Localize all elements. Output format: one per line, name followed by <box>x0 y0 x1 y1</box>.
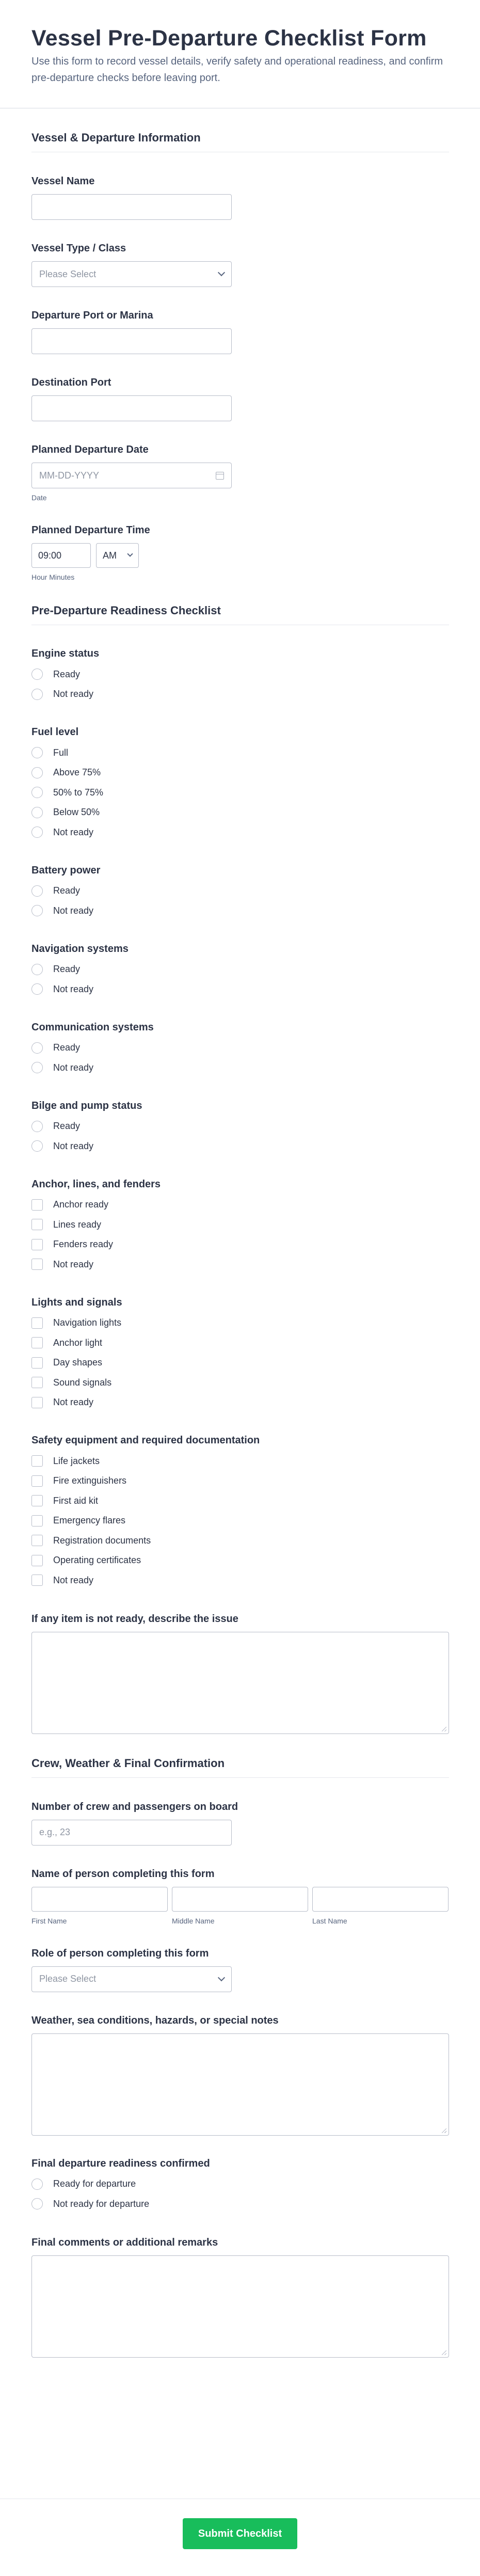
checkbox[interactable] <box>31 1535 43 1546</box>
vessel-type-label: Vessel Type / Class <box>31 243 126 254</box>
ampm-value: AM <box>103 550 117 561</box>
option-label: Ready <box>53 1042 81 1053</box>
crew-count-label: Number of crew and passengers on board <box>31 1801 238 1812</box>
checkbox[interactable] <box>31 1515 43 1526</box>
issue-description-textarea[interactable] <box>31 1632 449 1734</box>
option-label: Operating certificates <box>53 1555 141 1566</box>
destination-port-label: Destination Port <box>31 377 111 388</box>
radio-option[interactable] <box>31 803 449 823</box>
checkbox-option[interactable] <box>31 1531 449 1551</box>
fuel-level-field <box>31 704 449 842</box>
weather-notes-label: Weather, sea conditions, hazards, or special notes <box>31 2014 279 2026</box>
radio-option[interactable] <box>31 1058 449 1078</box>
checkbox-option[interactable] <box>31 1333 449 1353</box>
final-readiness-field <box>31 2136 449 2214</box>
fuel-level-label: Fuel level <box>31 726 79 738</box>
form-footer <box>0 2499 480 2576</box>
departure-time-field <box>31 502 449 581</box>
vessel-name-label: Vessel Name <box>31 176 95 187</box>
radio-option[interactable] <box>31 743 449 763</box>
radio-button[interactable] <box>31 964 43 975</box>
radio-option[interactable] <box>31 1038 449 1058</box>
checkbox[interactable] <box>31 1575 43 1586</box>
issue-description-field <box>31 1591 449 1734</box>
checkbox[interactable] <box>31 1377 43 1388</box>
departure-port-label: Departure Port or Marina <box>31 310 153 321</box>
checkbox-option[interactable] <box>31 1491 449 1511</box>
last-name-col <box>312 1887 449 1925</box>
destination-port-field <box>31 354 449 421</box>
section-heading-vessel: Vessel & Departure Information <box>31 131 449 152</box>
middle-name-sublabel: Middle Name <box>172 1916 215 1925</box>
departure-date-label: Planned Departure Date <box>31 444 149 455</box>
checklist-section <box>31 581 449 1734</box>
role-select[interactable] <box>31 1966 232 1992</box>
checkbox[interactable] <box>31 1397 43 1408</box>
radio-button[interactable] <box>31 826 43 838</box>
radio-button[interactable] <box>31 689 43 700</box>
departure-port-input[interactable] <box>31 328 232 354</box>
option-label: Not ready <box>53 983 94 994</box>
option-label: Sound signals <box>53 1377 112 1388</box>
checkbox[interactable] <box>31 1475 43 1487</box>
option-label: First aid kit <box>53 1495 99 1506</box>
departure-date-field <box>31 421 449 502</box>
departure-date-input[interactable] <box>31 463 232 488</box>
last-name-input[interactable] <box>312 1887 449 1912</box>
radio-button[interactable] <box>31 767 43 778</box>
option-label: Not ready <box>53 1062 94 1073</box>
checkbox[interactable] <box>31 1455 43 1467</box>
radio-option[interactable] <box>31 881 449 901</box>
radio-button[interactable] <box>31 2198 43 2209</box>
radio-button[interactable] <box>31 1042 43 1054</box>
vessel-name-input[interactable] <box>31 194 232 220</box>
first-name-sublabel: First Name <box>31 1916 67 1925</box>
page-title: Vessel Pre-Departure Checklist Form <box>31 26 427 51</box>
battery-power-field <box>31 842 449 921</box>
middle-name-col <box>172 1887 308 1925</box>
vessel-type-placeholder: Please Select <box>39 268 97 279</box>
destination-port-input[interactable] <box>31 395 232 421</box>
checkbox[interactable] <box>31 1259 43 1270</box>
issue-description-label: If any item is not ready, describe the issue <box>31 1613 238 1625</box>
option-label: Ready <box>53 885 81 896</box>
option-label: Life jackets <box>53 1455 100 1466</box>
radio-button[interactable] <box>31 885 43 897</box>
person-name-field <box>31 1846 449 1925</box>
weather-notes-textarea[interactable] <box>31 2033 449 2136</box>
communication-systems-field <box>31 999 449 1078</box>
checkbox-option[interactable] <box>31 1511 449 1531</box>
option-label: Not ready <box>53 1259 94 1269</box>
checkbox-option[interactable] <box>31 1373 449 1393</box>
role-label: Role of person completing this form <box>31 1947 209 1959</box>
checkbox-option[interactable] <box>31 1195 449 1215</box>
checkbox[interactable] <box>31 1495 43 1506</box>
departure-date-sublabel: Date <box>31 494 47 502</box>
anchor-lines-field <box>31 1156 449 1275</box>
crew-section <box>31 1734 449 2358</box>
anchor-lines-label: Anchor, lines, and fenders <box>31 1178 161 1190</box>
radio-option[interactable] <box>31 664 449 685</box>
option-label: Ready for departure <box>53 2179 136 2189</box>
radio-button[interactable] <box>31 1121 43 1132</box>
radio-option[interactable] <box>31 2174 449 2195</box>
radio-button[interactable] <box>31 787 43 798</box>
radio-option[interactable] <box>31 2194 449 2214</box>
option-label: Not ready <box>53 905 94 916</box>
crew-count-input[interactable]: e.g., 23 <box>31 1820 232 1846</box>
option-label: Not ready <box>53 1575 94 1585</box>
checkbox[interactable] <box>31 1219 43 1230</box>
ampm-select[interactable] <box>96 543 139 568</box>
radio-button[interactable] <box>31 1062 43 1073</box>
radio-option[interactable] <box>31 979 449 999</box>
radio-button[interactable] <box>31 669 43 680</box>
option-label: Fire extinguishers <box>53 1475 127 1486</box>
radio-option[interactable] <box>31 1117 449 1137</box>
radio-option[interactable] <box>31 783 449 803</box>
checkbox-option[interactable] <box>31 1215 449 1235</box>
safety-equipment-field <box>31 1412 449 1591</box>
crew-count-field <box>31 1789 449 1846</box>
checkbox-option[interactable] <box>31 1353 449 1373</box>
first-name-col <box>31 1887 168 1925</box>
checkbox[interactable] <box>31 1317 43 1329</box>
option-label: Anchor light <box>53 1337 103 1348</box>
chevron-down-icon <box>218 1974 225 1981</box>
vessel-name-field <box>31 164 449 220</box>
checkbox[interactable] <box>31 1555 43 1566</box>
departure-time-row <box>31 543 449 568</box>
radio-option[interactable] <box>31 822 449 842</box>
radio-button[interactable] <box>31 983 43 995</box>
option-label: Not ready <box>53 1140 94 1151</box>
section-heading-crew: Crew, Weather & Final Confirmation <box>31 1757 449 1778</box>
option-label: Not ready <box>53 689 94 699</box>
option-label: Navigation lights <box>53 1317 122 1328</box>
option-label: Full <box>53 747 69 758</box>
checkbox[interactable] <box>31 1239 43 1250</box>
role-placeholder: Please Select <box>39 1974 97 1984</box>
checkbox-option[interactable] <box>31 1393 449 1413</box>
option-label: Emergency flares <box>53 1515 126 1526</box>
safety-equipment-label: Safety equipment and required documentation <box>31 1435 260 1446</box>
lights-signals-label: Lights and signals <box>31 1296 122 1308</box>
radio-button[interactable] <box>31 1140 43 1152</box>
first-name-input[interactable] <box>31 1887 168 1912</box>
lights-signals-field <box>31 1275 449 1413</box>
checkbox[interactable] <box>31 1199 43 1211</box>
weather-notes-field <box>31 1992 449 2136</box>
option-label: Ready <box>53 1121 81 1132</box>
option-label: Ready <box>53 669 81 679</box>
bilge-pump-field <box>31 1078 449 1156</box>
checkbox-option[interactable] <box>31 1570 449 1591</box>
section-heading-checklist: Pre-Departure Readiness Checklist <box>31 604 449 625</box>
departure-time-sublabel: Hour Minutes <box>31 573 75 581</box>
checkbox[interactable] <box>31 1357 43 1369</box>
option-label: Day shapes <box>53 1357 103 1368</box>
option-label: 50% to 75% <box>53 787 104 798</box>
radio-option[interactable] <box>31 960 449 980</box>
radio-option[interactable] <box>31 763 449 783</box>
checkbox-option[interactable] <box>31 1451 449 1471</box>
navigation-systems-field <box>31 921 449 999</box>
final-comments-textarea[interactable] <box>31 2255 449 2358</box>
page-subtitle: Use this form to record vessel details, verify safety and operational readiness, and confirm pre-departure checks before leaving port. <box>31 56 443 84</box>
navigation-systems-label: Navigation systems <box>31 943 129 955</box>
radio-option[interactable] <box>31 901 449 921</box>
person-name-row <box>31 1887 449 1925</box>
vessel-section <box>31 108 449 581</box>
departure-time-label: Planned Departure Time <box>31 524 150 536</box>
final-readiness-label: Final departure readiness confirmed <box>31 2157 210 2169</box>
option-label: Above 75% <box>53 767 101 778</box>
communication-systems-label: Communication systems <box>31 1021 154 1033</box>
engine-status-label: Engine status <box>31 648 100 659</box>
final-comments-label: Final comments or additional remarks <box>31 2236 218 2248</box>
option-label: Not ready for departure <box>53 2198 150 2209</box>
engine-status-field <box>31 637 449 704</box>
checkbox-option[interactable] <box>31 1313 449 1333</box>
chevron-down-icon <box>127 551 133 556</box>
checkbox[interactable] <box>31 1337 43 1348</box>
checkbox-option[interactable] <box>31 1254 449 1275</box>
submit-button[interactable]: Submit Checklist <box>183 2518 297 2549</box>
option-label: Lines ready <box>53 1219 102 1230</box>
option-label: Anchor ready <box>53 1199 109 1210</box>
final-comments-field <box>31 2214 449 2358</box>
vessel-type-field <box>31 220 449 287</box>
battery-power-label: Battery power <box>31 864 101 876</box>
option-label: Registration documents <box>53 1535 151 1546</box>
vessel-type-select[interactable] <box>31 261 232 287</box>
chevron-down-icon <box>218 269 225 276</box>
form-content <box>0 108 480 2358</box>
radio-option[interactable] <box>31 1136 449 1156</box>
person-name-label: Name of person completing this form <box>31 1868 215 1880</box>
radio-option[interactable] <box>31 685 449 705</box>
radio-button[interactable] <box>31 905 43 916</box>
departure-port-field <box>31 287 449 354</box>
option-label: Not ready <box>53 1397 94 1408</box>
departure-date-placeholder: MM-DD-YYYY <box>39 470 99 481</box>
last-name-sublabel: Last Name <box>312 1916 347 1925</box>
radio-button[interactable] <box>31 807 43 818</box>
role-field <box>31 1925 449 1992</box>
option-label: Ready <box>53 964 81 975</box>
option-label: Below 50% <box>53 807 100 818</box>
calendar-icon[interactable] <box>216 472 224 480</box>
middle-name-input[interactable] <box>172 1887 308 1912</box>
form-header <box>0 0 480 108</box>
radio-button[interactable] <box>31 747 43 758</box>
checkbox-option[interactable] <box>31 1471 449 1491</box>
bilge-pump-label: Bilge and pump status <box>31 1100 142 1111</box>
option-label: Fenders ready <box>53 1239 114 1250</box>
checkbox-option[interactable] <box>31 1551 449 1571</box>
departure-time-input[interactable]: 09:00 <box>31 543 91 568</box>
checkbox-option[interactable] <box>31 1235 449 1255</box>
radio-button[interactable] <box>31 2179 43 2190</box>
option-label: Not ready <box>53 826 94 837</box>
